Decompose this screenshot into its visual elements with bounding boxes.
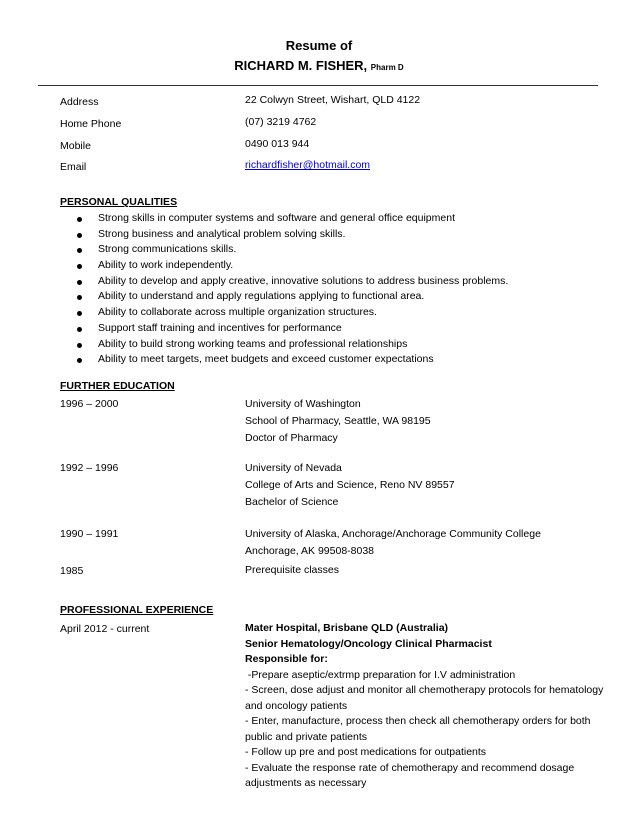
list-item: Ability to meet targets, meet budgets and exceed customer expectations [60,352,508,368]
duty-line: adjustments as necessary [245,777,367,789]
experience-period: April 2012 - current [60,623,150,635]
duty-line: and oncology patients [245,699,348,712]
mobile-label: Mobile [60,140,91,152]
home-phone-label: Home Phone [60,118,122,130]
education-years: 1985 [60,565,84,577]
duty-line: public and private patients [245,730,367,743]
bullet-icon [77,233,82,238]
bullet-icon [77,327,82,332]
list-item: Strong communications skills. [60,242,508,258]
home-phone-value: (07) 3219 4762 [245,116,317,128]
education-years: 1992 – 1996 [60,462,119,474]
employer-name: Mater Hospital, Brisbane QLD (Australia) [245,622,449,634]
bullet-icon [77,358,82,363]
list-item: Ability to build strong working teams and professional relationships [60,337,508,353]
mobile-value: 0490 013 944 [245,138,310,150]
duty-line: - Follow up pre and post medications for outpatients [245,746,487,758]
candidate-name: RICHARD M. FISHER, [234,58,368,73]
personal-qualities-heading: PERSONAL QUALITIES [60,196,178,208]
list-item: Ability to develop and apply creative, innovative solutions to address business problems. [60,274,508,290]
job-title: Senior Hematology/Oncology Clinical Pharmacist [245,637,492,650]
education-entry: University of Alaska, Anchorage/Anchorage Community College Anchorage, AK 99508-8038 [245,528,541,557]
bullet-icon [77,311,82,316]
professional-experience-heading: PROFESSIONAL EXPERIENCE [60,604,214,616]
education-entry: University of Nevada College of Arts and Science, Reno NV 89557 Bachelor of Science [245,462,455,508]
education-entry: Prerequisite classes [245,564,339,576]
bullet-icon [77,343,82,348]
bullet-icon [77,280,82,285]
candidate-name-line [0,58,638,73]
list-item: Support staff training and incentives for performance [60,321,508,337]
bullet-icon [77,248,82,253]
address-label: Address [60,96,99,108]
address-value: 22 Colwyn Street, Wishart, QLD 4122 [245,94,421,106]
duty-line: - Evaluate the response rate of chemotherapy and recommend dosage [245,761,575,774]
qualities-list [60,211,508,368]
list-item: Strong skills in computer systems and software and general office equipment [60,211,508,227]
experience-entry [245,621,615,792]
responsibilities-label: Responsible for: [245,653,328,665]
duty-line: - Screen, dose adjust and monitor all chemotherapy protocols for hematology [245,684,604,696]
further-education-heading: FURTHER EDUCATION [60,380,175,392]
candidate-credential: Pharm D [370,63,404,72]
duty-line: - Enter, manufacture, process then check all chemotherapy orders for both [245,715,591,727]
bullet-icon [77,295,82,300]
list-item: Ability to work independently. [60,258,508,274]
list-item: Ability to collaborate across multiple organization structures. [60,305,508,321]
resume-title: Resume of [285,38,353,53]
bullet-icon [77,217,82,222]
email-label: Email [60,161,87,173]
duty-line: -Prepare aseptic/extrmp preparation for I.V administration [245,668,516,681]
education-years: 1990 – 1991 [60,528,119,540]
email-link[interactable]: richardfisher@hotmail.com [245,159,371,171]
education-years: 1996 – 2000 [60,398,119,410]
education-entry: University of Washington School of Pharmacy, Seattle, WA 98195 Doctor of Pharmacy [245,398,431,444]
list-item: Strong business and analytical problem solving skills. [60,227,508,243]
list-item: Ability to understand and apply regulations applying to functional area. [60,289,508,305]
header-divider [38,85,598,86]
bullet-icon [77,264,82,269]
